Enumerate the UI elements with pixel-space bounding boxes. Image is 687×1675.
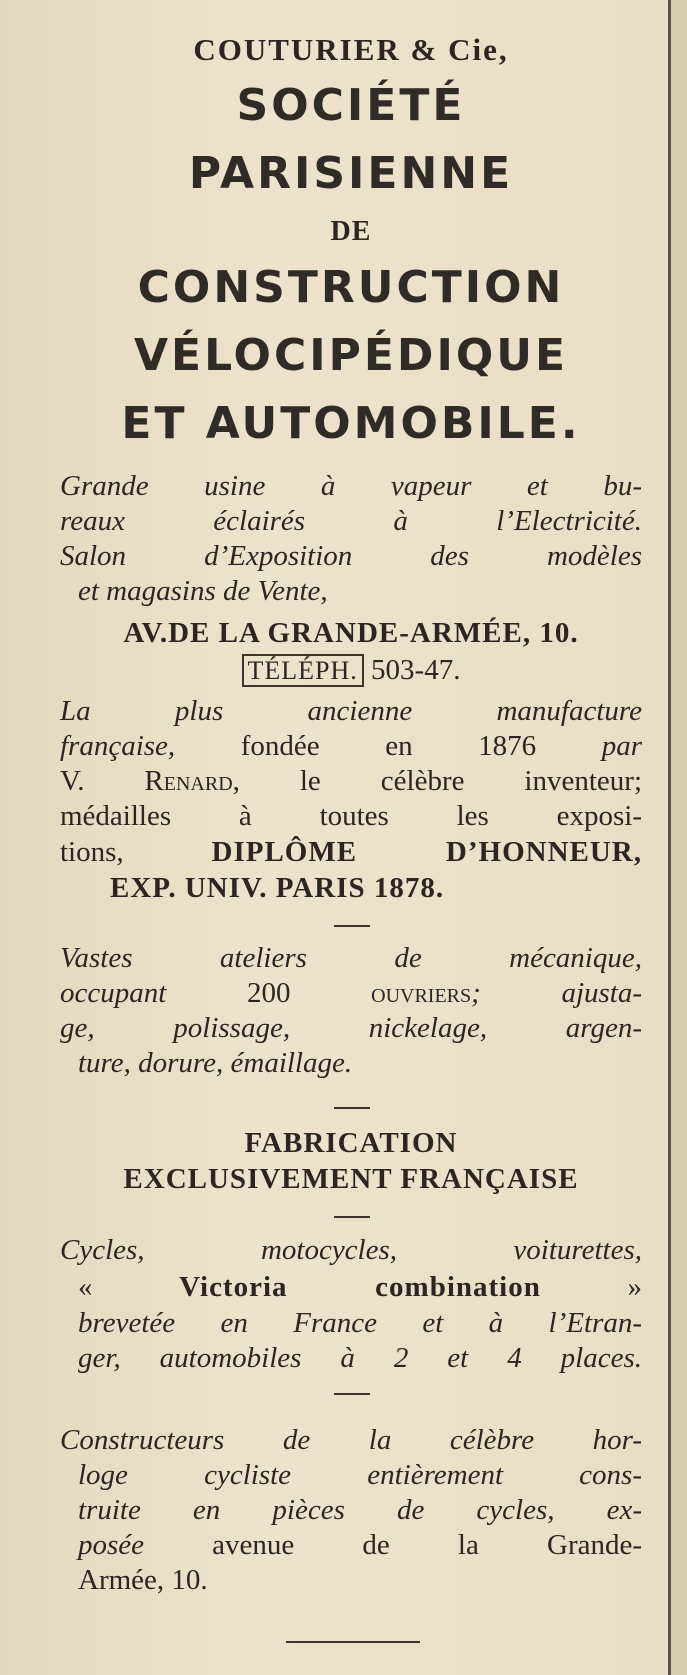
telephone-label: TÉLÉPH. (242, 654, 364, 687)
workshops-line-4: ture, dorure, émaillage. (78, 1047, 353, 1079)
title-line-3: DE (330, 216, 372, 247)
clock-line-5: Armée, 10. (78, 1564, 208, 1596)
section-divider-1 (334, 925, 370, 927)
exposition-paris-1878: EXP. UNIV. PARIS 1878. (110, 872, 445, 904)
inventor-name: V. Renard, (60, 765, 240, 797)
history-line-2 (60, 730, 642, 763)
history-line-2-part-1: française, (60, 730, 176, 762)
section-divider-4 (334, 1393, 370, 1395)
fabrication-line-2: EXCLUSIVEMENT FRANÇAISE (123, 1163, 579, 1195)
history-line-5-part-1: tions, (60, 836, 124, 868)
history-line-3 (60, 765, 642, 798)
workshops-line-2 (60, 977, 642, 1010)
fabrication-line-1: FABRICATION (244, 1127, 458, 1159)
history-line-5 (60, 836, 642, 869)
quote-open: « (78, 1271, 93, 1303)
quote-close: » (627, 1271, 642, 1303)
history-line-2-part-2: fondée en 1876 (240, 730, 537, 762)
telephone-number: 503-47. (371, 654, 461, 686)
workshops-line-2-part-2: ; ajusta- (471, 977, 643, 1009)
history-line-4: médailles à toutes les exposi- (60, 800, 642, 832)
history-line-3-rest: le célèbre inventeur; (299, 765, 643, 797)
firm-name: COUTURIER & Cie, (193, 32, 509, 67)
clock-line-2: loge cycliste entièrement cons- (78, 1459, 642, 1491)
clock-line-4-part-1: posée (78, 1529, 145, 1561)
title-line-2: PARISIENNE (188, 148, 514, 199)
products-line-3: brevetée en France et à l’Etran- (78, 1307, 642, 1339)
history-line-2-part-3: par (601, 730, 642, 762)
diploma-honour: DIPLÔME D’HONNEUR, (211, 836, 643, 868)
products-line-4: ger, automobiles à 2 et 4 places. (78, 1342, 642, 1374)
telephone-line (60, 654, 642, 687)
closing-rule (286, 1641, 420, 1643)
workshops-line-1: Vastes ateliers de mécanique, (60, 942, 642, 974)
history-line-1: La plus ancienne manufacture (60, 695, 642, 727)
intro-line-3: Salon d’Exposition des modèles (60, 540, 642, 572)
intro-line-4: et magasins de Vente, (78, 575, 328, 607)
page-margin (671, 0, 687, 1675)
intro-line-2: reaux éclairés à l’Electricité. (60, 505, 642, 537)
intro-line-1: Grande usine à vapeur et bu- (60, 470, 642, 502)
clock-line-3: truite en pièces de cycles, ex- (78, 1494, 642, 1526)
victoria-combination: Victoria combination (179, 1271, 541, 1303)
title-line-1: SOCIÉTÉ (236, 80, 466, 131)
section-divider-2 (334, 1107, 370, 1109)
workshops-worker-count: 200 (246, 977, 291, 1009)
clock-line-1: Constructeurs de la célèbre hor- (60, 1424, 642, 1456)
clock-line-4 (78, 1529, 642, 1562)
clock-line-4-part-2: avenue de la Grande- (212, 1529, 642, 1561)
products-line-1: Cycles, motocycles, voiturettes, (60, 1234, 642, 1266)
address: AV.DE LA GRANDE-ARMÉE, 10. (123, 617, 579, 649)
workshops-line-3: ge, polissage, nickelage, argen- (60, 1012, 642, 1044)
section-divider-3 (334, 1216, 370, 1218)
products-line-2 (78, 1271, 642, 1304)
workshops-line-2-part-1: occupant (60, 977, 167, 1009)
workshops-workers: ouvriers (371, 977, 472, 1009)
title-line-5: VÉLOCIPÉDIQUE (133, 330, 569, 381)
title-line-4: CONSTRUCTION (137, 262, 565, 313)
title-line-6: ET AUTOMOBILE. (121, 398, 581, 449)
